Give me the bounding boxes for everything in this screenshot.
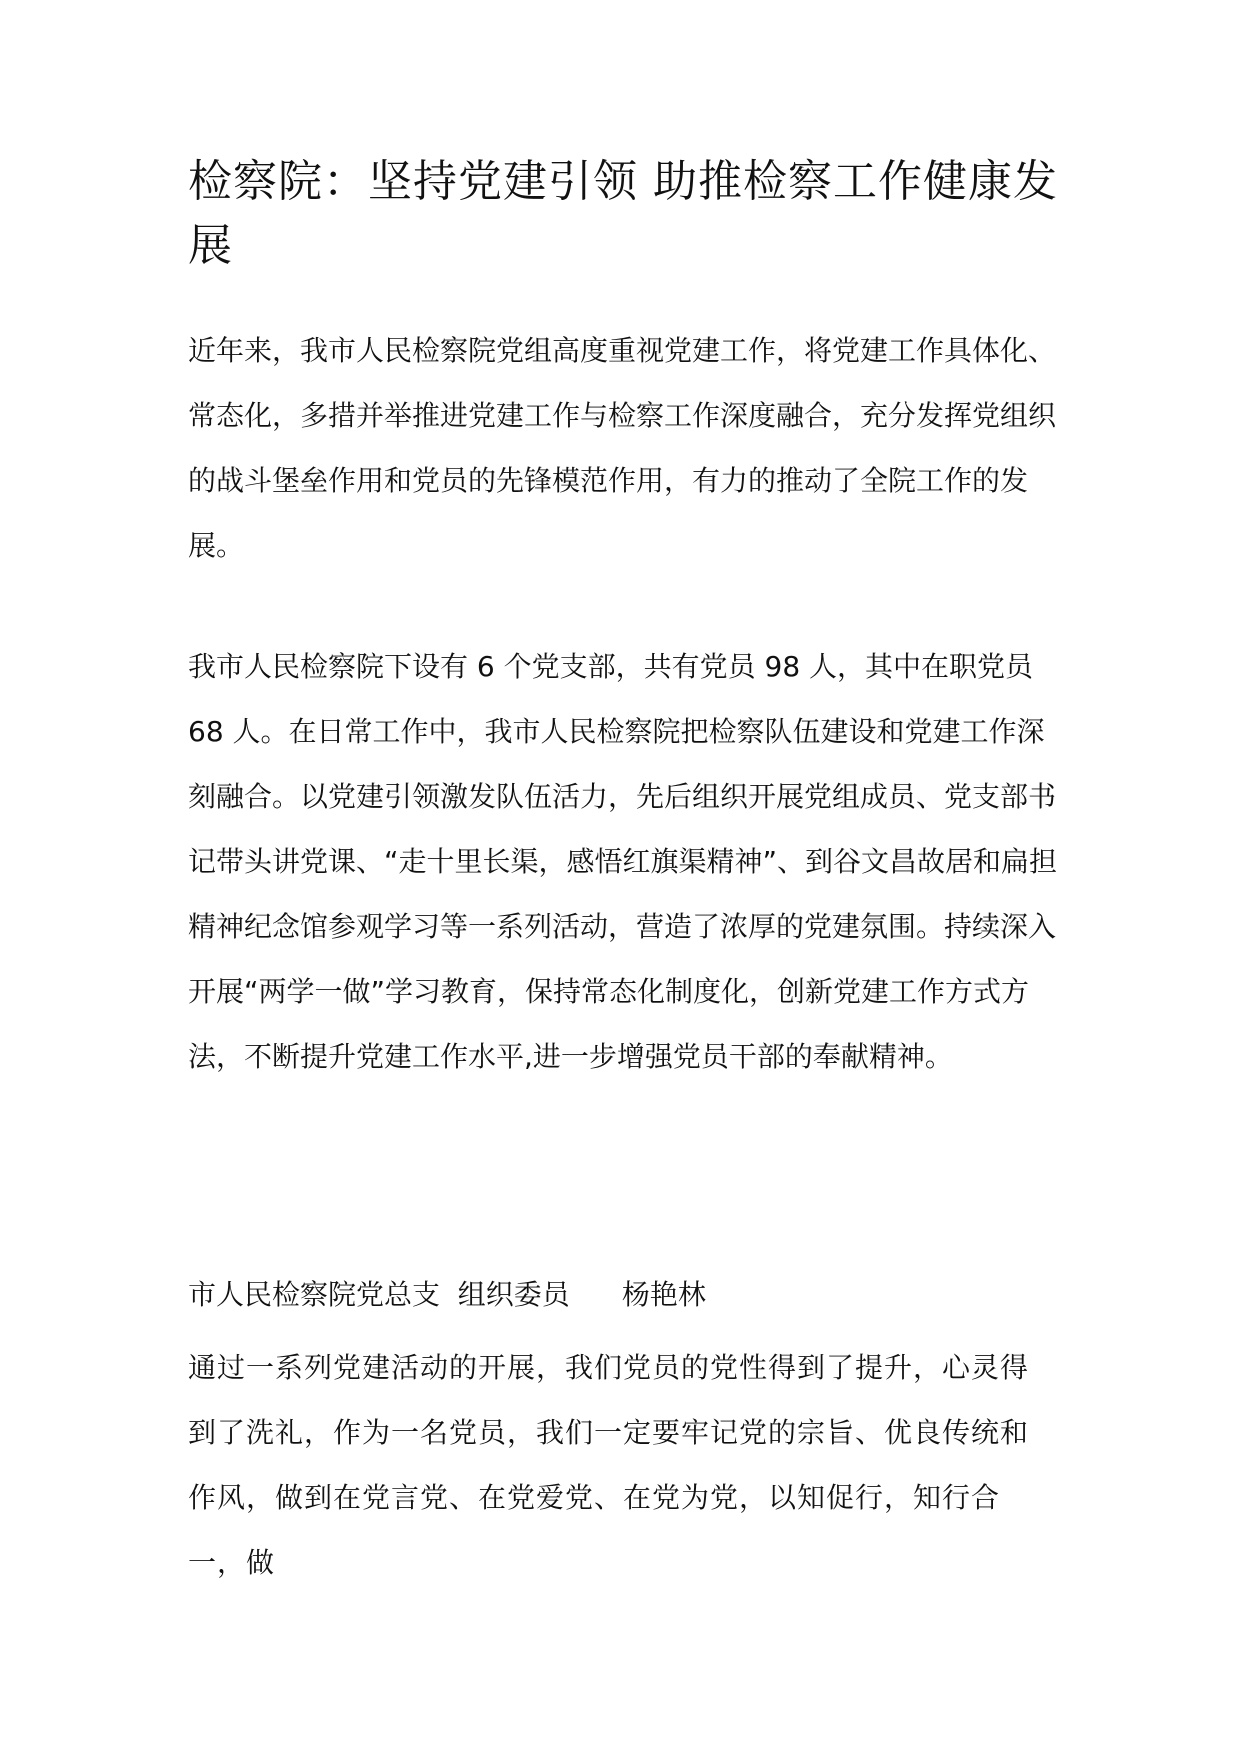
paragraph-quote: 通过一系列党建活动的开展，我们党员的党性得到了提升，心灵得到了洗礼，作为一名党员，我们一定要牢记党的宗旨、优良传统和作风，做到在党言党、在党爱党、在党为党，以知促行，知行合一，做 bbox=[188, 1351, 1030, 1579]
document-title: 检察院：坚持党建引领 助推检察工作健康发展 bbox=[188, 156, 1058, 271]
byline-name: 杨艳林 bbox=[621, 1278, 706, 1311]
byline-role: 市人民检察院党总支 组织委员 bbox=[188, 1278, 570, 1311]
byline bbox=[188, 1275, 706, 1315]
paragraph-party-branches: 我市人民检察院下设有 6 个党支部，共有党员 98 人，其中在职党员 68 人。在日常工作中，我市人民检察院把检察队伍建设和党建工作深刻融合。以党建引领激发队伍活力，先后组织开展党组成员、党支部书记带头讲党课、“走十里长渠，感悟红旗渠精神”、到谷文昌故居和扁担精神纪念馆参观学习等一系列活动，营造了浓厚的党建氛围。持续深入开展“两学一做”学习教育，保持常态化制度化，创新党建工作方式方法，不断提升党建工作水平,进一步增强党员干部的奉献精神。 bbox=[188, 650, 1058, 1073]
paragraph-intro: 近年来，我市人民检察院党组高度重视党建工作，将党建工作具体化、常态化，多措并举推进党建工作与检察工作深度融合，充分发挥党组织的战斗堡垒作用和党员的先锋模范作用，有力的推动了全院工作的发展。 bbox=[188, 334, 1057, 562]
